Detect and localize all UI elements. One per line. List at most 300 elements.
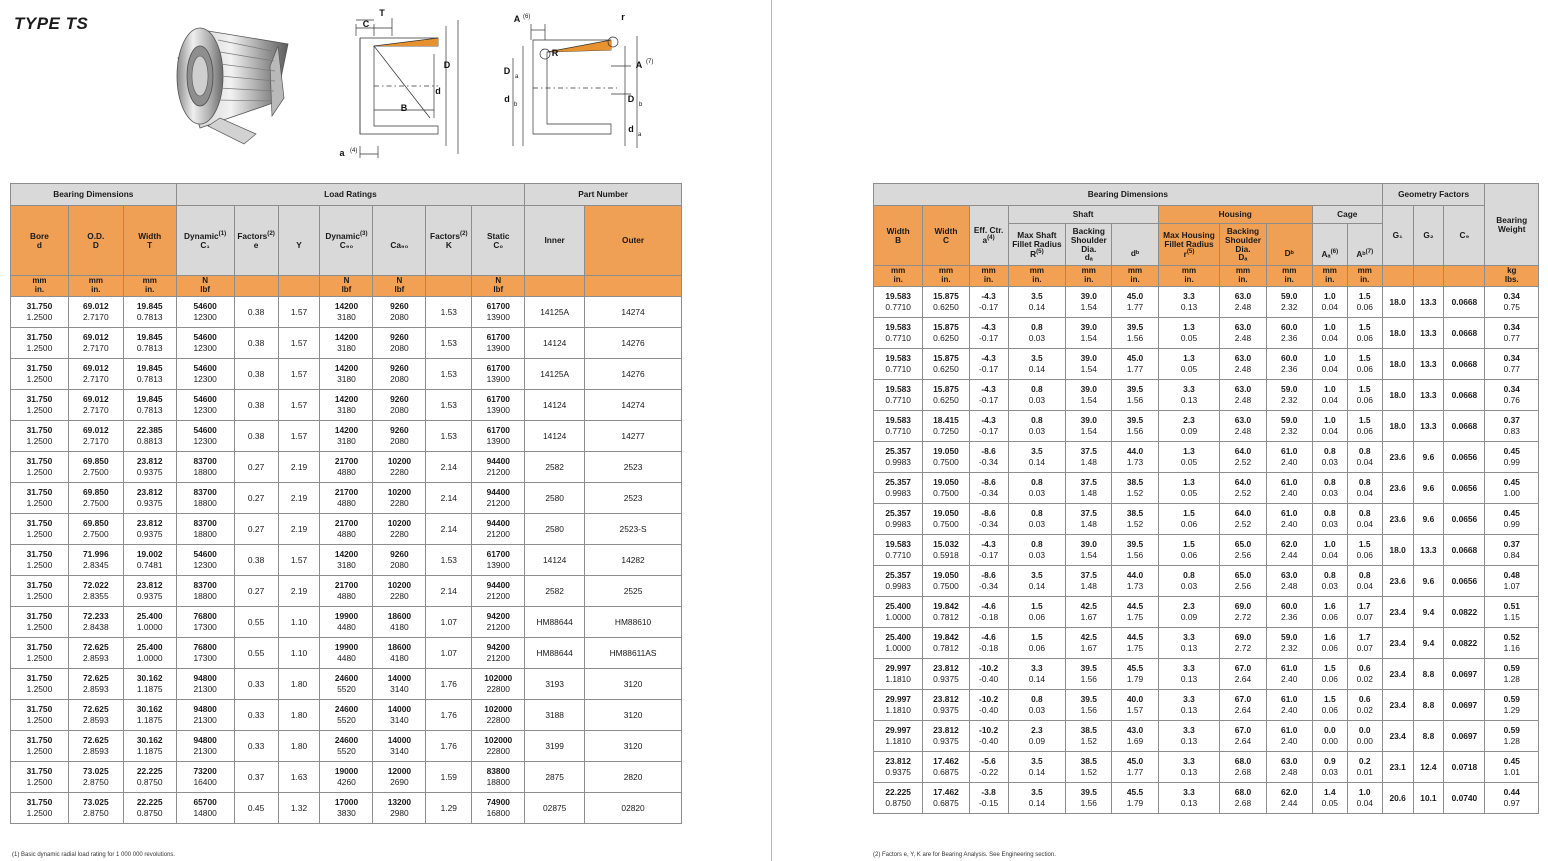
housing-fillet-cell: 1.5 0.06 bbox=[1158, 503, 1220, 534]
y-cell: 1.80 bbox=[278, 699, 320, 730]
subheader-cg: C₉ bbox=[1444, 206, 1485, 266]
shaft-da-cell: 39.0 1.54 bbox=[1066, 379, 1112, 410]
shaft-fillet-cell: 0.8 0.03 bbox=[1008, 534, 1066, 565]
housing-Da-cell: 65.0 2.56 bbox=[1220, 534, 1266, 565]
housing-Da-cell: 64.0 2.52 bbox=[1220, 441, 1266, 472]
header-shaft: Shaft bbox=[1008, 206, 1158, 224]
eff-ctr-cell: -4.3 -0.17 bbox=[969, 379, 1008, 410]
width-b-cell: 19.583 0.7710 bbox=[874, 317, 923, 348]
inner-part-cell: 14124 bbox=[525, 544, 585, 575]
table-row[interactable] bbox=[874, 596, 1539, 627]
subheader-width-t bbox=[123, 206, 176, 276]
od-cell: 69.012 2.7170 bbox=[68, 296, 123, 327]
c1-cell: 54600 12300 bbox=[176, 389, 234, 420]
subheader-width-label: Width bbox=[138, 230, 162, 241]
shaft-da-cell: 38.5 1.52 bbox=[1066, 751, 1112, 782]
y-cell: 1.57 bbox=[278, 389, 320, 420]
c0-symbol: C₀ bbox=[493, 239, 504, 250]
shaft-da-cell: 39.5 1.56 bbox=[1066, 689, 1112, 720]
e-cell: 0.55 bbox=[234, 637, 278, 668]
svg-text:d: d bbox=[504, 94, 510, 104]
width-c-cell: 19.050 0.7500 bbox=[923, 441, 969, 472]
unit-width: mm in. bbox=[123, 276, 176, 297]
c90-cell: 14200 3180 bbox=[320, 389, 373, 420]
k-cell: 2.14 bbox=[426, 451, 472, 482]
static-label: Static bbox=[486, 230, 510, 241]
c1-cell: 54600 12300 bbox=[176, 420, 234, 451]
cage-ab-cell: 0.8 0.04 bbox=[1347, 441, 1382, 472]
cg-cell: 0.0697 bbox=[1444, 720, 1485, 751]
cg-cell: 0.0668 bbox=[1444, 534, 1485, 565]
housing-fillet-cell: 2.3 0.09 bbox=[1158, 596, 1220, 627]
subheader-static-c0 bbox=[472, 206, 525, 276]
table-row[interactable] bbox=[11, 327, 682, 358]
ca90-cell: 10200 2280 bbox=[373, 575, 426, 606]
unit-k bbox=[426, 276, 472, 297]
table-row[interactable] bbox=[874, 472, 1539, 503]
outer-part-cell: HM88610 bbox=[585, 606, 682, 637]
bore-cell: 31.750 1.2500 bbox=[11, 792, 69, 823]
y-cell: 1.80 bbox=[278, 730, 320, 761]
width-b-cell: 19.583 0.7710 bbox=[874, 410, 923, 441]
table-row[interactable] bbox=[11, 637, 682, 668]
weight-cell: 0.45 0.99 bbox=[1485, 441, 1539, 472]
shaft-da-cell: 39.5 1.56 bbox=[1066, 782, 1112, 813]
table-row[interactable] bbox=[874, 534, 1539, 565]
unit-weight: kg lbs. bbox=[1485, 266, 1539, 287]
table-row[interactable] bbox=[874, 689, 1539, 720]
shaft-da-cell: 42.5 1.67 bbox=[1066, 627, 1112, 658]
cage-ab-cell: 1.0 0.04 bbox=[1347, 782, 1382, 813]
housing-Da-cell: 67.0 2.64 bbox=[1220, 689, 1266, 720]
cage-ab-cell: 1.5 0.06 bbox=[1347, 379, 1382, 410]
od-cell: 73.025 2.8750 bbox=[68, 792, 123, 823]
e-cell: 0.27 bbox=[234, 575, 278, 606]
e-cell: 0.38 bbox=[234, 389, 278, 420]
footnote-left: (1) Basic dynamic radial load rating for 1 000 000 revolutions. bbox=[12, 852, 176, 858]
eff-ctr-cell: -4.3 -0.17 bbox=[969, 410, 1008, 441]
unit-e bbox=[234, 276, 278, 297]
table-row[interactable] bbox=[11, 730, 682, 761]
outer-part-cell: 2523-S bbox=[585, 513, 682, 544]
od-cell: 72.022 2.8355 bbox=[68, 575, 123, 606]
y-cell: 1.57 bbox=[278, 358, 320, 389]
c0-cell: 83800 18800 bbox=[472, 761, 525, 792]
width-c-cell: 15.875 0.6250 bbox=[923, 317, 969, 348]
c90-cell: 17000 3830 bbox=[320, 792, 373, 823]
shaft-db-cell: 44.0 1.73 bbox=[1112, 565, 1158, 596]
g2-cell: 9.6 bbox=[1413, 441, 1444, 472]
bore-cell: 31.750 1.2500 bbox=[11, 637, 69, 668]
housing-Da-cell: 63.0 2.48 bbox=[1220, 286, 1266, 317]
subheader-g2: G₂ bbox=[1413, 206, 1444, 266]
k-cell: 1.53 bbox=[426, 327, 472, 358]
bearing-data-table-left bbox=[10, 183, 682, 824]
subheader-factor-e bbox=[234, 206, 278, 276]
outer-part-cell: 14276 bbox=[585, 327, 682, 358]
e-cell: 0.38 bbox=[234, 358, 278, 389]
shaft-fillet-cell: 1.5 0.06 bbox=[1008, 627, 1066, 658]
g1-cell: 20.6 bbox=[1382, 782, 1413, 813]
subheader-factor-k bbox=[426, 206, 472, 276]
table-row[interactable] bbox=[11, 544, 682, 575]
weight-cell: 0.44 0.97 bbox=[1485, 782, 1539, 813]
outer-part-cell: 14274 bbox=[585, 296, 682, 327]
table-row[interactable] bbox=[874, 782, 1539, 813]
g1-cell: 23.1 bbox=[1382, 751, 1413, 782]
outer-part-cell: 3120 bbox=[585, 699, 682, 730]
shaft-db-cell: 39.5 1.56 bbox=[1112, 317, 1158, 348]
inner-part-cell: 2580 bbox=[525, 482, 585, 513]
cg-cell: 0.0656 bbox=[1444, 565, 1485, 596]
cage-ab-cell: 1.5 0.06 bbox=[1347, 286, 1382, 317]
c1-cell: 76800 17300 bbox=[176, 637, 234, 668]
g2-cell: 13.3 bbox=[1413, 410, 1444, 441]
weight-cell: 0.34 0.77 bbox=[1485, 317, 1539, 348]
table-row[interactable] bbox=[874, 286, 1539, 317]
weight-cell: 0.45 0.99 bbox=[1485, 503, 1539, 534]
table-row[interactable] bbox=[874, 720, 1539, 751]
subheader-g1: G₁ bbox=[1382, 206, 1413, 266]
table-row[interactable] bbox=[874, 410, 1539, 441]
k-cell: 1.53 bbox=[426, 389, 472, 420]
bore-cell: 31.750 1.2500 bbox=[11, 451, 69, 482]
unit-Ab: mm in. bbox=[1347, 266, 1382, 287]
shaft-da-cell: 38.5 1.52 bbox=[1066, 720, 1112, 751]
bore-cell: 31.750 1.2500 bbox=[11, 575, 69, 606]
inner-part-cell: 14124 bbox=[525, 389, 585, 420]
y-cell: 2.19 bbox=[278, 575, 320, 606]
housing-Da-cell: 65.0 2.56 bbox=[1220, 565, 1266, 596]
housing-fillet-cell: 3.3 0.13 bbox=[1158, 658, 1220, 689]
housing-Db-cell: 63.0 2.48 bbox=[1266, 565, 1312, 596]
page-divider bbox=[771, 0, 772, 861]
g2-cell: 10.1 bbox=[1413, 782, 1444, 813]
housing-Da-cell: 69.0 2.72 bbox=[1220, 627, 1266, 658]
table-row[interactable] bbox=[11, 575, 682, 606]
cage-aa-cell: 1.4 0.05 bbox=[1312, 782, 1347, 813]
g1-cell: 23.4 bbox=[1382, 720, 1413, 751]
k-cell: 1.76 bbox=[426, 730, 472, 761]
housing-fillet-cell: 3.3 0.13 bbox=[1158, 379, 1220, 410]
y-cell: 1.63 bbox=[278, 761, 320, 792]
k-cell: 2.14 bbox=[426, 575, 472, 606]
g1-cell: 23.6 bbox=[1382, 503, 1413, 534]
eff-ctr-cell: -8.6 -0.34 bbox=[969, 565, 1008, 596]
table-row[interactable] bbox=[11, 358, 682, 389]
Ab-sup: (7) bbox=[1365, 247, 1374, 255]
table-row[interactable] bbox=[11, 792, 682, 823]
shaft-db-cell: 39.5 1.56 bbox=[1112, 410, 1158, 441]
housing-fillet-cell: 1.3 0.05 bbox=[1158, 441, 1220, 472]
e-cell: 0.33 bbox=[234, 730, 278, 761]
factor-e-symbol: e bbox=[253, 239, 259, 250]
svg-text:R: R bbox=[551, 48, 559, 58]
cage-aa-cell: 1.0 0.04 bbox=[1312, 348, 1347, 379]
dynamic1-label: Dynamic bbox=[184, 230, 219, 241]
Db-symbol: Dᵇ bbox=[1284, 247, 1294, 258]
width-c-cell: 15.875 0.6250 bbox=[923, 379, 969, 410]
cage-aa-cell: 1.6 0.06 bbox=[1312, 627, 1347, 658]
factor-k-symbol: K bbox=[445, 239, 452, 250]
c0-cell: 94400 21200 bbox=[472, 482, 525, 513]
g1-cell: 18.0 bbox=[1382, 379, 1413, 410]
width-c-cell: 18.415 0.7250 bbox=[923, 410, 969, 441]
weight-cell: 0.52 1.16 bbox=[1485, 627, 1539, 658]
g2-cell: 13.3 bbox=[1413, 534, 1444, 565]
unit-c1: N lbf bbox=[176, 276, 234, 297]
unit-cg bbox=[1444, 266, 1485, 287]
table-row[interactable] bbox=[874, 379, 1539, 410]
table-row[interactable] bbox=[874, 658, 1539, 689]
cg-cell: 0.0656 bbox=[1444, 503, 1485, 534]
c90-cell: 14200 3180 bbox=[320, 420, 373, 451]
table-row[interactable] bbox=[11, 668, 682, 699]
width-c-symbol: C bbox=[942, 234, 949, 245]
shaft-db-cell: 44.5 1.75 bbox=[1112, 627, 1158, 658]
shaft-da-cell: 37.5 1.48 bbox=[1066, 472, 1112, 503]
ca90-cell: 9260 2080 bbox=[373, 327, 426, 358]
e-cell: 0.55 bbox=[234, 606, 278, 637]
cg-cell: 0.0740 bbox=[1444, 782, 1485, 813]
subheader-inner: Inner bbox=[525, 206, 585, 276]
width-cell: 19.845 0.7813 bbox=[123, 296, 176, 327]
eff-ctr-cell: -10.2 -0.40 bbox=[969, 658, 1008, 689]
housing-Db-cell: 61.0 2.40 bbox=[1266, 472, 1312, 503]
shaft-fillet-cell: 2.3 0.09 bbox=[1008, 720, 1066, 751]
shaft-db-cell: 43.0 1.69 bbox=[1112, 720, 1158, 751]
width-cell: 22.225 0.8750 bbox=[123, 792, 176, 823]
svg-text:b: b bbox=[514, 102, 518, 108]
housing-Db-cell: 61.0 2.40 bbox=[1266, 658, 1312, 689]
housing-fillet-cell: 2.3 0.09 bbox=[1158, 410, 1220, 441]
unit-c0: N lbf bbox=[472, 276, 525, 297]
width-b-cell: 19.583 0.7710 bbox=[874, 348, 923, 379]
cage-ab-cell: 0.8 0.04 bbox=[1347, 503, 1382, 534]
od-cell: 69.012 2.7170 bbox=[68, 389, 123, 420]
g1-cell: 23.4 bbox=[1382, 658, 1413, 689]
cage-ab-cell: 0.6 0.02 bbox=[1347, 658, 1382, 689]
cg-cell: 0.0697 bbox=[1444, 689, 1485, 720]
factors2-sup: (2) bbox=[460, 230, 468, 238]
subheader-width-symbol: T bbox=[147, 239, 153, 250]
shaft-da-cell: 39.0 1.54 bbox=[1066, 286, 1112, 317]
inner-part-cell: HM88644 bbox=[525, 637, 585, 668]
g2-cell: 9.6 bbox=[1413, 503, 1444, 534]
db-symbol: dᵇ bbox=[1130, 247, 1140, 258]
svg-text:b: b bbox=[639, 102, 643, 108]
cage-ab-cell: 0.6 0.02 bbox=[1347, 689, 1382, 720]
unit-y bbox=[278, 276, 320, 297]
g1-cell: 23.4 bbox=[1382, 596, 1413, 627]
table-row[interactable] bbox=[874, 317, 1539, 348]
g1-cell: 23.4 bbox=[1382, 689, 1413, 720]
outer-part-cell: 2523 bbox=[585, 451, 682, 482]
cage-aa-cell: 0.0 0.00 bbox=[1312, 720, 1347, 751]
width-cell: 30.162 1.1875 bbox=[123, 699, 176, 730]
shaft-fillet-cell: 3.5 0.14 bbox=[1008, 565, 1066, 596]
od-cell: 69.012 2.7170 bbox=[68, 420, 123, 451]
bore-cell: 31.750 1.2500 bbox=[11, 327, 69, 358]
g1-cell: 18.0 bbox=[1382, 410, 1413, 441]
width-c-cell: 15.875 0.6250 bbox=[923, 286, 969, 317]
housing-Da-cell: 64.0 2.52 bbox=[1220, 503, 1266, 534]
subheader-od-symbol: D bbox=[92, 239, 99, 250]
cg-cell: 0.0668 bbox=[1444, 379, 1485, 410]
y-cell: 1.57 bbox=[278, 296, 320, 327]
width-cell: 30.162 1.1875 bbox=[123, 668, 176, 699]
width-cell: 22.225 0.8750 bbox=[123, 761, 176, 792]
shaft-db-cell: 45.0 1.77 bbox=[1112, 751, 1158, 782]
shaft-fillet-cell: 0.8 0.03 bbox=[1008, 503, 1066, 534]
housing-Da-cell: 64.0 2.52 bbox=[1220, 472, 1266, 503]
bore-cell: 31.750 1.2500 bbox=[11, 730, 69, 761]
table-row[interactable] bbox=[11, 420, 682, 451]
unit-od: mm in. bbox=[68, 276, 123, 297]
od-cell: 69.012 2.7170 bbox=[68, 358, 123, 389]
shaft-da-cell: 39.0 1.54 bbox=[1066, 348, 1112, 379]
width-cell: 19.845 0.7813 bbox=[123, 358, 176, 389]
subheader-bore-label: Bore bbox=[29, 230, 49, 241]
inner-part-cell: 2582 bbox=[525, 451, 585, 482]
table-row[interactable] bbox=[11, 482, 682, 513]
table-row[interactable] bbox=[874, 627, 1539, 658]
e-cell: 0.38 bbox=[234, 327, 278, 358]
bearing-data-table-right bbox=[873, 183, 1539, 814]
weight-cell: 0.59 1.28 bbox=[1485, 658, 1539, 689]
eff-ctr-label: Eff. Ctr. bbox=[973, 225, 1004, 236]
shaft-fillet-cell: 3.5 0.14 bbox=[1008, 782, 1066, 813]
svg-text:C: C bbox=[362, 19, 370, 29]
weight-cell: 0.51 1.15 bbox=[1485, 596, 1539, 627]
ca90-cell: 14000 3140 bbox=[373, 699, 426, 730]
subheader-housing-shoulder-Db bbox=[1266, 224, 1312, 266]
c90-cell: 14200 3180 bbox=[320, 327, 373, 358]
c0-cell: 94200 21200 bbox=[472, 637, 525, 668]
bore-cell: 31.750 1.2500 bbox=[11, 420, 69, 451]
inner-part-cell: 14124 bbox=[525, 420, 585, 451]
shaft-db-cell: 44.5 1.75 bbox=[1112, 596, 1158, 627]
c90-symbol: C₉₀ bbox=[339, 239, 354, 250]
table-row[interactable] bbox=[874, 751, 1539, 782]
e-cell: 0.37 bbox=[234, 761, 278, 792]
table-row[interactable] bbox=[11, 513, 682, 544]
housing-fillet-cell: 3.3 0.13 bbox=[1158, 720, 1220, 751]
footnote-right: (2) Factors e, Y, K are for Bearing Analysis. See Engineering section. bbox=[873, 852, 1056, 858]
subheader-max-housing-fillet: Max Housing Fillet Radius $r^{(5)}$ bbox=[1158, 224, 1220, 266]
width-c-cell: 19.050 0.7500 bbox=[923, 503, 969, 534]
g1-cell: 18.0 bbox=[1382, 534, 1413, 565]
table-row[interactable] bbox=[11, 699, 682, 730]
header-housing: Housing bbox=[1158, 206, 1312, 224]
c1-cell: 94800 21300 bbox=[176, 668, 234, 699]
c0-cell: 61700 13900 bbox=[472, 358, 525, 389]
table-row[interactable] bbox=[11, 761, 682, 792]
width-b-cell: 29.997 1.1810 bbox=[874, 720, 923, 751]
width-c-cell: 19.842 0.7812 bbox=[923, 627, 969, 658]
outer-part-cell: 14276 bbox=[585, 358, 682, 389]
c1-cell: 54600 12300 bbox=[176, 544, 234, 575]
width-cell: 23.812 0.9375 bbox=[123, 482, 176, 513]
shaft-db-cell: 45.0 1.77 bbox=[1112, 286, 1158, 317]
housing-fillet-symbol: r bbox=[1183, 248, 1187, 259]
table-row[interactable] bbox=[874, 441, 1539, 472]
subheader-eff-ctr bbox=[969, 206, 1008, 266]
g2-cell: 9.4 bbox=[1413, 596, 1444, 627]
c90-cell: 14200 3180 bbox=[320, 544, 373, 575]
c0-cell: 94400 21200 bbox=[472, 575, 525, 606]
k-cell: 1.76 bbox=[426, 668, 472, 699]
e-cell: 0.33 bbox=[234, 699, 278, 730]
subheader-outer: Outer bbox=[585, 206, 682, 276]
bearing-dimension-diagram-inner bbox=[330, 6, 470, 170]
eff-ctr-symbol: a bbox=[982, 234, 988, 245]
k-cell: 1.53 bbox=[426, 358, 472, 389]
housing-fillet-cell: 1.3 0.05 bbox=[1158, 472, 1220, 503]
c1-cell: 54600 12300 bbox=[176, 296, 234, 327]
c1-cell: 65700 14800 bbox=[176, 792, 234, 823]
ca90-cell: 10200 2280 bbox=[373, 482, 426, 513]
inner-part-cell: 2875 bbox=[525, 761, 585, 792]
Aa-symbol: Aₐ bbox=[1321, 248, 1331, 259]
table-row[interactable] bbox=[11, 451, 682, 482]
subheader-max-shaft-fillet: Max Shaft Fillet Radius $R^{(5)}$ bbox=[1008, 224, 1066, 266]
bore-cell: 31.750 1.2500 bbox=[11, 668, 69, 699]
width-c-cell: 15.032 0.5918 bbox=[923, 534, 969, 565]
c0-cell: 102000 22800 bbox=[472, 699, 525, 730]
outer-part-cell: 14274 bbox=[585, 389, 682, 420]
unit-db: mm in. bbox=[1112, 266, 1158, 287]
c0-cell: 102000 22800 bbox=[472, 668, 525, 699]
shaft-db-cell: 40.0 1.57 bbox=[1112, 689, 1158, 720]
g1-cell: 23.6 bbox=[1382, 472, 1413, 503]
housing-Db-cell: 61.0 2.40 bbox=[1266, 720, 1312, 751]
table-row[interactable] bbox=[874, 503, 1539, 534]
housing-fillet-cell: 1.3 0.05 bbox=[1158, 348, 1220, 379]
g2-cell: 13.3 bbox=[1413, 317, 1444, 348]
housing-Db-cell: 60.0 2.36 bbox=[1266, 596, 1312, 627]
y-cell: 2.19 bbox=[278, 482, 320, 513]
cage-ab-cell: 1.7 0.07 bbox=[1347, 596, 1382, 627]
e-cell: 0.38 bbox=[234, 544, 278, 575]
table-row[interactable] bbox=[874, 348, 1539, 379]
shaft-fillet-symbol: R bbox=[1030, 248, 1037, 259]
outer-part-cell: 2523 bbox=[585, 482, 682, 513]
y-cell: 1.10 bbox=[278, 637, 320, 668]
c1-cell: 94800 21300 bbox=[176, 730, 234, 761]
table-row[interactable] bbox=[11, 296, 682, 327]
table-row[interactable] bbox=[11, 389, 682, 420]
width-c-cell: 19.050 0.7500 bbox=[923, 472, 969, 503]
unit-Db: mm in. bbox=[1266, 266, 1312, 287]
k-cell: 1.59 bbox=[426, 761, 472, 792]
od-cell: 69.850 2.7500 bbox=[68, 513, 123, 544]
width-cell: 19.002 0.7481 bbox=[123, 544, 176, 575]
c0-cell: 94200 21200 bbox=[472, 606, 525, 637]
ca90-cell: 10200 2280 bbox=[373, 451, 426, 482]
housing-Da-cell: 68.0 2.68 bbox=[1220, 782, 1266, 813]
subheader-housing-shoulder-Da: Backing Shoulder Dia. Dₐ bbox=[1220, 224, 1266, 266]
shaft-da-cell: 37.5 1.48 bbox=[1066, 565, 1112, 596]
svg-text:r: r bbox=[621, 12, 625, 22]
factors2-label: Factors bbox=[430, 230, 461, 241]
header-part-number: Part Number bbox=[525, 184, 682, 206]
housing-Db-cell: 59.0 2.32 bbox=[1266, 379, 1312, 410]
svg-text:d: d bbox=[435, 86, 441, 96]
table-row[interactable] bbox=[874, 565, 1539, 596]
header-geometry-factors: Geometry Factors bbox=[1382, 184, 1485, 206]
table-row[interactable] bbox=[11, 606, 682, 637]
